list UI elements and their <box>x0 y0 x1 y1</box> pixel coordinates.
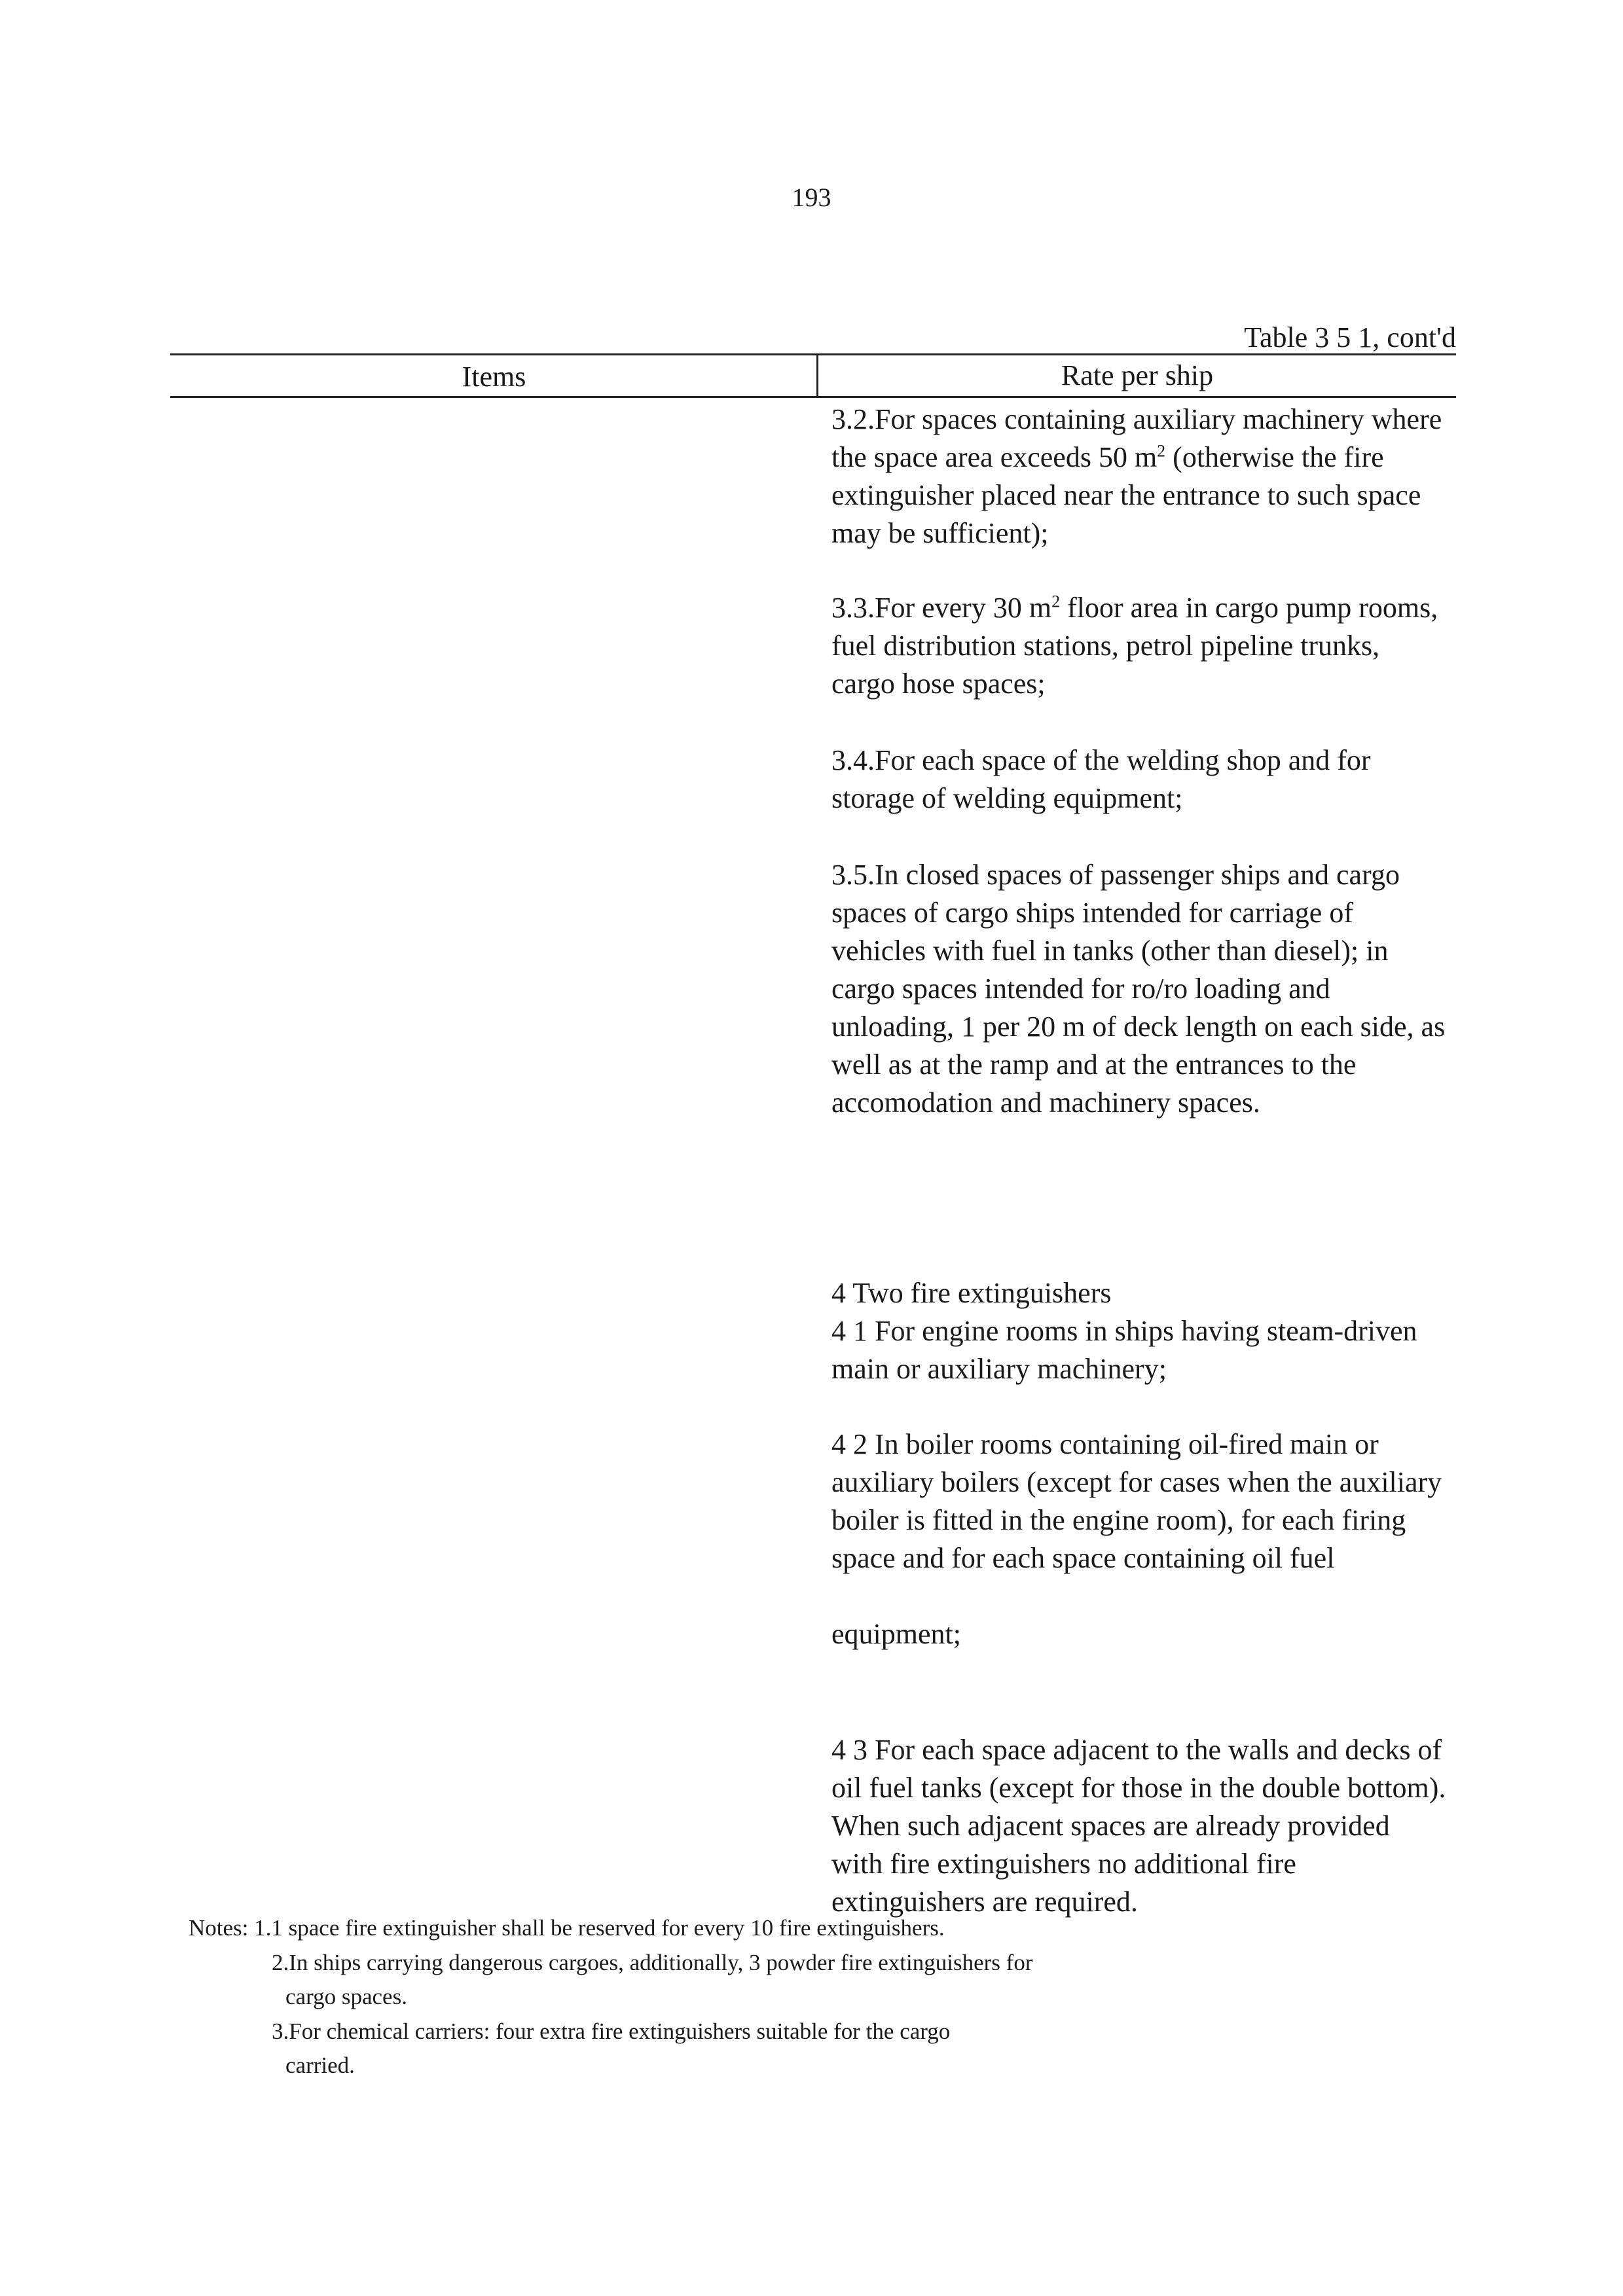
note-1: Notes: 1.1 space fire extinguisher shall be reserved for every 10 fire extinguishers. <box>189 1915 945 1941</box>
rate-4-title: 4 Two fire extinguishers <box>831 1277 1112 1309</box>
rate-3-2 <box>831 401 1447 552</box>
rate-3-3 <box>831 589 1447 703</box>
header-bottom-rule <box>170 396 1456 398</box>
superscript: 2 <box>1051 592 1061 611</box>
table-caption: Table 3 5 1, cont'd <box>1244 321 1456 353</box>
note-3: 3.For chemical carriers: four extra fire extinguishers suitable for the cargo <box>272 2018 951 2044</box>
note-2: 2.In ships carrying dangerous cargoes, additionally, 3 powder fire extinguishers for <box>272 1950 1033 1975</box>
rate-3-3-text-cont: floor area in cargo pump rooms, fuel distribution stations, petrol pipeline trunks, cargo hose spaces; <box>831 592 1438 700</box>
note-3-cont: carried. <box>285 2053 355 2078</box>
rate-4-1: 4 1 For engine rooms in ships having steam-driven main or auxiliary machinery; <box>831 1315 1417 1385</box>
column-header-rate: Rate per ship <box>1061 359 1214 391</box>
rate-3-4: 3.4.For each space of the welding shop and for storage of welding equipment; <box>831 744 1371 814</box>
page-number: 193 <box>792 183 831 212</box>
superscript: 2 <box>1157 441 1166 461</box>
rate-4-2: 4 2 In boiler rooms containing oil-fired main or auxiliary boilers (except for cases when the auxiliary boiler is fitted in the engine room), for each firing space and for each space containing oil fuel <box>831 1428 1442 1574</box>
table-top-rule <box>170 353 1456 355</box>
note-2-cont: cargo spaces. <box>285 1984 407 2009</box>
rate-3-3-text: 3.3.For every 30 m <box>831 592 1052 624</box>
column-header-items: Items <box>462 361 526 393</box>
rate-3-2-text: 3.2.For spaces containing auxiliary machinery where the space area exceeds 50 m <box>831 403 1442 473</box>
rate-3-2-text-cont: (otherwise the fire extinguisher placed near the entrance to such space may be sufficient); <box>831 441 1421 549</box>
rate-4-3: 4 3 For each space adjacent to the walls and decks of oil fuel tanks (except for those in the double bottom). When such adjacent spaces are already provided with fire extinguishers no additional fire extinguishers are required. <box>831 1734 1446 1918</box>
rate-4-2-cont: equipment; <box>831 1618 961 1650</box>
rate-3-5: 3.5.In closed spaces of passenger ships and cargo spaces of cargo ships intended for carriage of vehicles with fuel in tanks (other than diesel); in cargo spaces intended for ro/ro loading and unloading, 1 per 20 m of deck length on each side, as well as at the ramp and at the entrances to the accomodation and machinery spaces. <box>831 859 1446 1119</box>
